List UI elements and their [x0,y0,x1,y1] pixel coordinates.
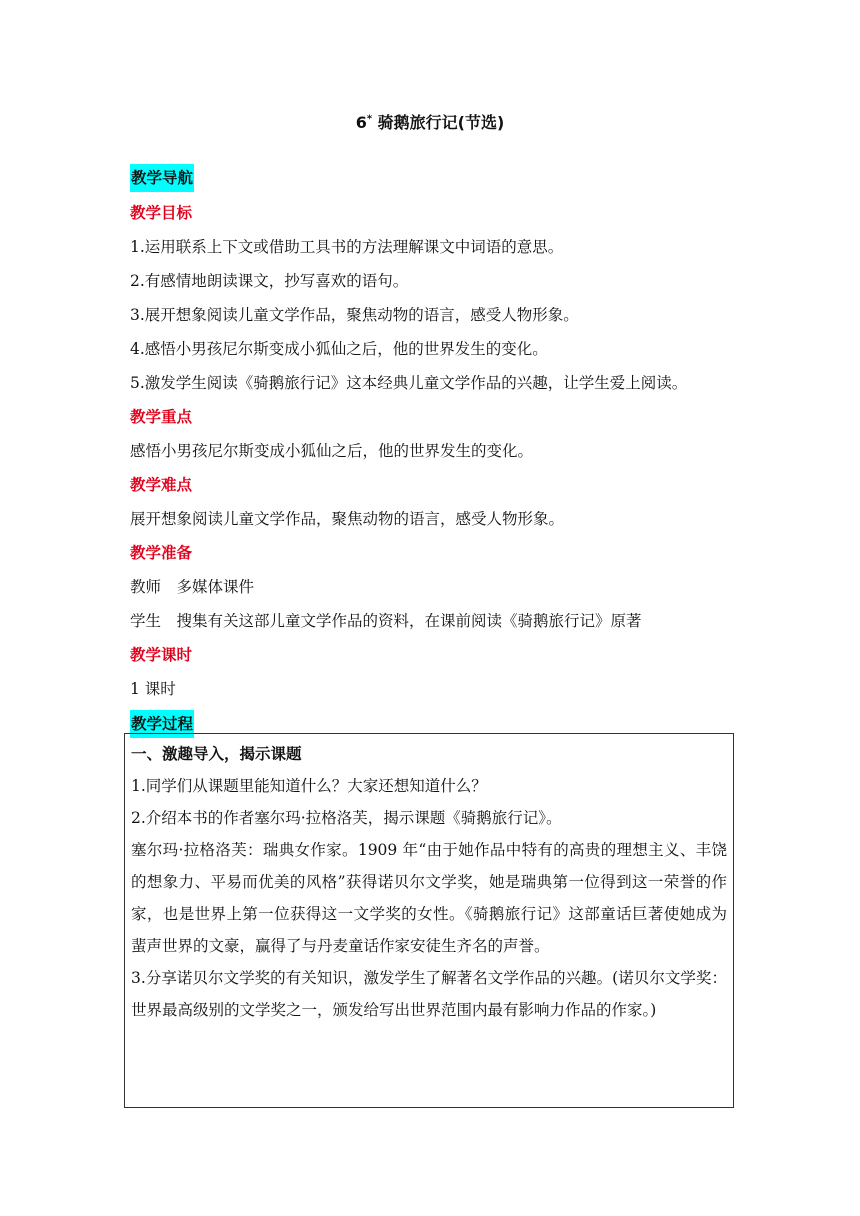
process-table [124,733,734,1108]
process-heading: 教学过程 [130,710,194,738]
key-point-text: 感悟小男孩尼尔斯变成小狐仙之后，他的世界发生的变化。 [130,442,534,460]
hours-heading: 教学课时 [130,646,193,664]
lesson-plan [130,160,740,742]
section-nav-heading: 教学导航 [130,164,194,192]
goal-item: 3.展开想象阅读儿童文学作品，聚焦动物的语言，感受人物形象。 [130,306,579,324]
process-paragraph: 塞尔玛·拉格洛芙：瑞典女作家。1909 年“由于她作品中特有的高贵的理想主义、丰饶的想象力、平易而优美的风格”获得诺贝尔文学奖，她是瑞典第一位得到这一荣誉的作家，也是世界上第一位获得这一文学奖的女性。《骑鹅旅行记》这部童话巨著使她成为蜚声世界的文豪，赢得了与丹麦童话作家安徒生齐名的声誉。 [131,841,727,955]
goal-item: 4.感悟小男孩尼尔斯变成小狐仙之后，他的世界发生的变化。 [130,340,548,358]
prep-teacher: 教师 多媒体课件 [130,578,255,596]
goal-item: 1.运用联系上下文或借助工具书的方法理解课文中词语的意思。 [130,238,564,256]
page-title [0,110,860,133]
prep-student: 学生 搜集有关这部儿童文学作品的资料，在课前阅读《骑鹅旅行记》原著 [130,612,642,630]
difficulty-heading: 教学难点 [130,476,193,494]
prep-heading: 教学准备 [130,544,193,562]
key-point-heading: 教学重点 [130,408,193,426]
process-section-title: 一、激趣导入，揭示课题 [131,745,302,763]
process-paragraph: 1.同学们从课题里能知道什么？大家还想知道什么？ [131,777,487,795]
process-paragraph: 2.介绍本书的作者塞尔玛·拉格洛芙，揭示课题《骑鹅旅行记》。 [131,809,562,827]
hours-text: 1 课时 [130,680,176,698]
lesson-title: 骑鹅旅行记(节选) [377,113,505,132]
lesson-mark: * [366,113,373,125]
goals-heading: 教学目标 [130,204,193,222]
lesson-number: 6 [355,113,367,132]
goal-item: 2.有感情地朗读课文，抄写喜欢的语句。 [130,272,409,290]
goal-item: 5.激发学生阅读《骑鹅旅行记》这本经典儿童文学作品的兴趣，让学生爱上阅读。 [130,374,688,392]
process-paragraph: 3.分享诺贝尔文学奖的有关知识，激发学生了解著名文学作品的兴趣。(诺贝尔文学奖：世界最高级别的文学奖之一，颁发给写出世界范围内最有影响力作品的作家。) [131,969,727,1019]
difficulty-text: 展开想象阅读儿童文学作品，聚焦动物的语言，感受人物形象。 [130,510,565,528]
